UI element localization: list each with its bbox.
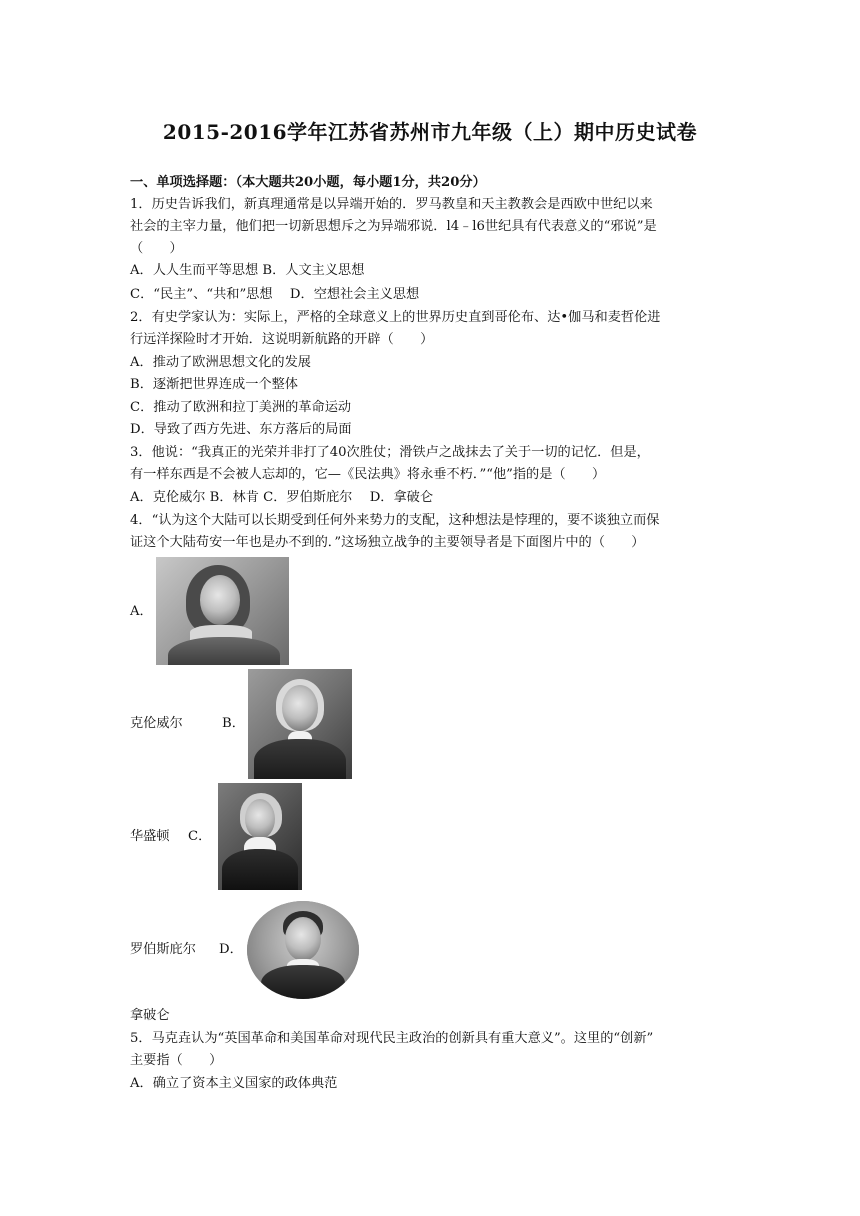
q4-option-a-label: A． — [130, 604, 153, 619]
q4-option-c-label: C． — [188, 829, 212, 844]
q4-option-c-name: 罗伯斯庇尔 — [130, 942, 196, 957]
q4-option-d-label: D． — [219, 942, 243, 957]
q2-option-c: C．推动了欧洲和拉丁美洲的革命运动 — [130, 400, 352, 415]
q2-option-d: D．导致了西方先进、东方落后的局面 — [130, 422, 352, 437]
q3-stem-line2: 有一样东西是不会被人忘却的，它—《民法典》将永垂不朽．”“他”指的是（ ） — [130, 467, 606, 482]
q1-options-cd: C．“民主”、“共和”思想 D．空想社会主义思想 — [130, 287, 420, 302]
q5-stem-line2: 主要指（ ） — [130, 1053, 223, 1068]
exam-title: 2015-2016学年江苏省苏州市九年级（上）期中历史试卷 — [162, 120, 698, 144]
q2-stem-line1: 2．有史学家认为：实际上，严格的全球意义上的世界历史直到哥伦布、达•伽马和麦哲伦进 — [130, 310, 661, 325]
q4-option-a-name: 克伦威尔 — [130, 716, 183, 731]
section-heading: 一、单项选择题：（本大题共20小题，每小题1分，共20分） — [130, 175, 486, 190]
q5-stem-line1: 5．马克垚认为“英国革命和美国革命对现代民主政治的创新具有重大意义”。这里的“创新” — [130, 1031, 654, 1046]
q5-option-a: A．确立了资本主义国家的政体典范 — [130, 1076, 338, 1091]
portrait-washington-image — [248, 669, 352, 779]
q4-option-b-name: 华盛顿 — [130, 829, 170, 844]
q1-stem-line1: 1．历史告诉我们，新真理通常是以异端开始的．罗马教皇和天主教教会是西欧中世纪以来 — [130, 197, 653, 212]
portrait-cromwell-image — [156, 557, 289, 665]
q1-stem-line2: 社会的主宰力量，他们把一切新思想斥之为异端邪说．l4﹣l6世纪具有代表意义的“邪说”是 — [130, 219, 657, 234]
q2-stem-line2: 行远洋探险时才开始．这说明新航路的开辟（ ） — [130, 332, 434, 347]
q3-stem-line1: 3．他说：“我真正的光荣并非打了40次胜仗；滑铁卢之战抹去了关于一切的记忆．但是， — [130, 445, 650, 460]
q4-stem-line2: 证这个大陆苟安一年也是办不到的．”这场独立战争的主要领导者是下面图片中的（ ） — [130, 535, 645, 550]
portrait-robespierre-image — [218, 783, 302, 890]
q3-options: A．克伦威尔 B．林肯 C．罗伯斯庇尔 D．拿破仑 — [130, 490, 434, 505]
q1-stem-line3: （ ） — [130, 241, 183, 256]
q4-option-b-label: B． — [222, 716, 245, 731]
q1-options-ab: A．人人生而平等思想 B．人文主义思想 — [130, 263, 365, 278]
q2-option-a: A．推动了欧洲思想文化的发展 — [130, 355, 311, 370]
q2-option-b: B．逐渐把世界连成一个整体 — [130, 377, 298, 392]
portrait-napoleon-image — [247, 901, 359, 999]
q4-option-d-name: 拿破仑 — [130, 1008, 170, 1023]
q4-stem-line1: 4．“认为这个大陆可以长期受到任何外来势力的支配，这种想法是悖理的，要不谈独立而保 — [130, 513, 660, 528]
